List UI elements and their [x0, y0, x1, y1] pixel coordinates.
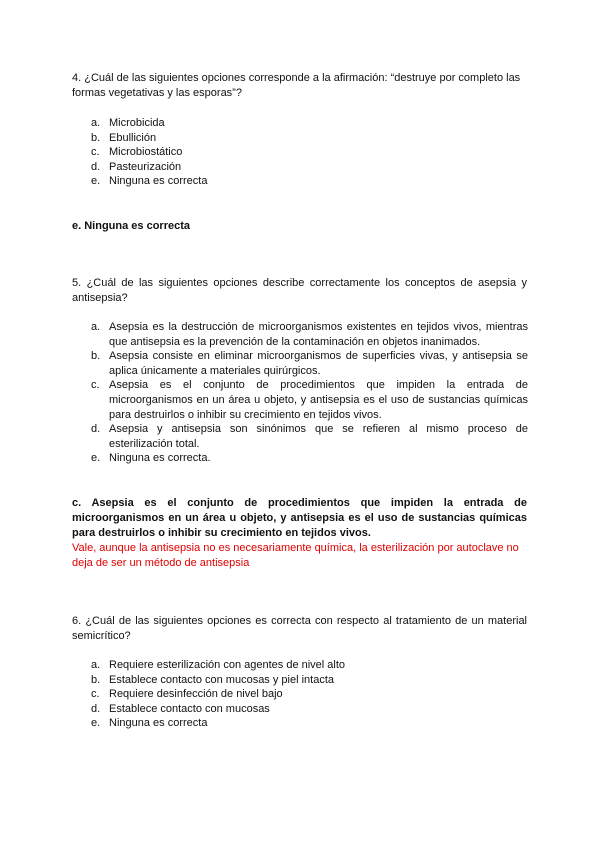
question-5-comment: Vale, aunque la antisepsia no es necesariamente química, la esterilización por autoclave no deja de ser un método de antisepsia: [72, 542, 519, 569]
option-5b: b. Asepsia consiste en eliminar microorganismos de superficies vivas, y antisepsia se aplica únicamente a materiales quirúrgicos.: [91, 350, 528, 377]
option-4e: e. Ninguna es correcta: [91, 175, 208, 188]
option-6b: b. Establece contacto con mucosas y piel intacta: [91, 673, 335, 686]
question-6-options: [91, 658, 528, 731]
option-5d: d. Asepsia y antisepsia son sinónimos que se refieren al mismo proceso de esterilización total.: [91, 423, 528, 450]
option-4a: a. Microbicida: [91, 117, 165, 129]
option-4d: d. Pasteurización: [91, 160, 182, 173]
question-4-options: [91, 116, 528, 189]
option-4c: c. Microbiostático: [91, 146, 183, 159]
option-5c: c. Asepsia es el conjunto de procedimientos que impiden la entrada de microorganismos en un área u objeto, y antisepsia es el uso de sustancias químicas para destruirlos o inhibir su crecimiento en tejidos vivos.: [91, 379, 528, 421]
option-5e: e. Ninguna es correcta.: [91, 452, 211, 465]
option-6d: d. Establece contacto con mucosas: [91, 702, 270, 715]
question-5-answer: c. Asepsia es el conjunto de procedimientos que impiden la entrada de microorganismos en un área u objeto, y antisepsia es el uso de sustancias químicas para destruirlos o inhibir su crecimiento en tejidos vivos.: [72, 497, 527, 539]
option-5a: a. Asepsia es la destrucción de microorganismos existentes en tejidos vivos, mientras que antisepsia es la prevención de la contaminación en objetos inanimados.: [91, 321, 528, 348]
question-6-text: 6. ¿Cuál de las siguientes opciones es correcta con respecto al tratamiento de un material semicrítico?: [72, 615, 527, 642]
question-4-text: 4. ¿Cuál de las siguientes opciones corresponde a la afirmación: “destruye por completo las formas vegetativas y las esporas”?: [72, 72, 521, 99]
option-4b: b. Ebullición: [91, 131, 157, 144]
option-6c: c. Requiere desinfección de nivel bajo: [91, 688, 283, 701]
question-5-text: 5. ¿Cuál de las siguientes opciones describe correctamente los conceptos de asepsia y antisepsia?: [72, 277, 527, 304]
option-6e: e. Ninguna es correcta: [91, 717, 208, 730]
question-4-answer: e. Ninguna es correcta: [72, 220, 190, 232]
option-6a: a. Requiere esterilización con agentes de nivel alto: [91, 659, 346, 671]
question-5-options: [91, 320, 528, 466]
